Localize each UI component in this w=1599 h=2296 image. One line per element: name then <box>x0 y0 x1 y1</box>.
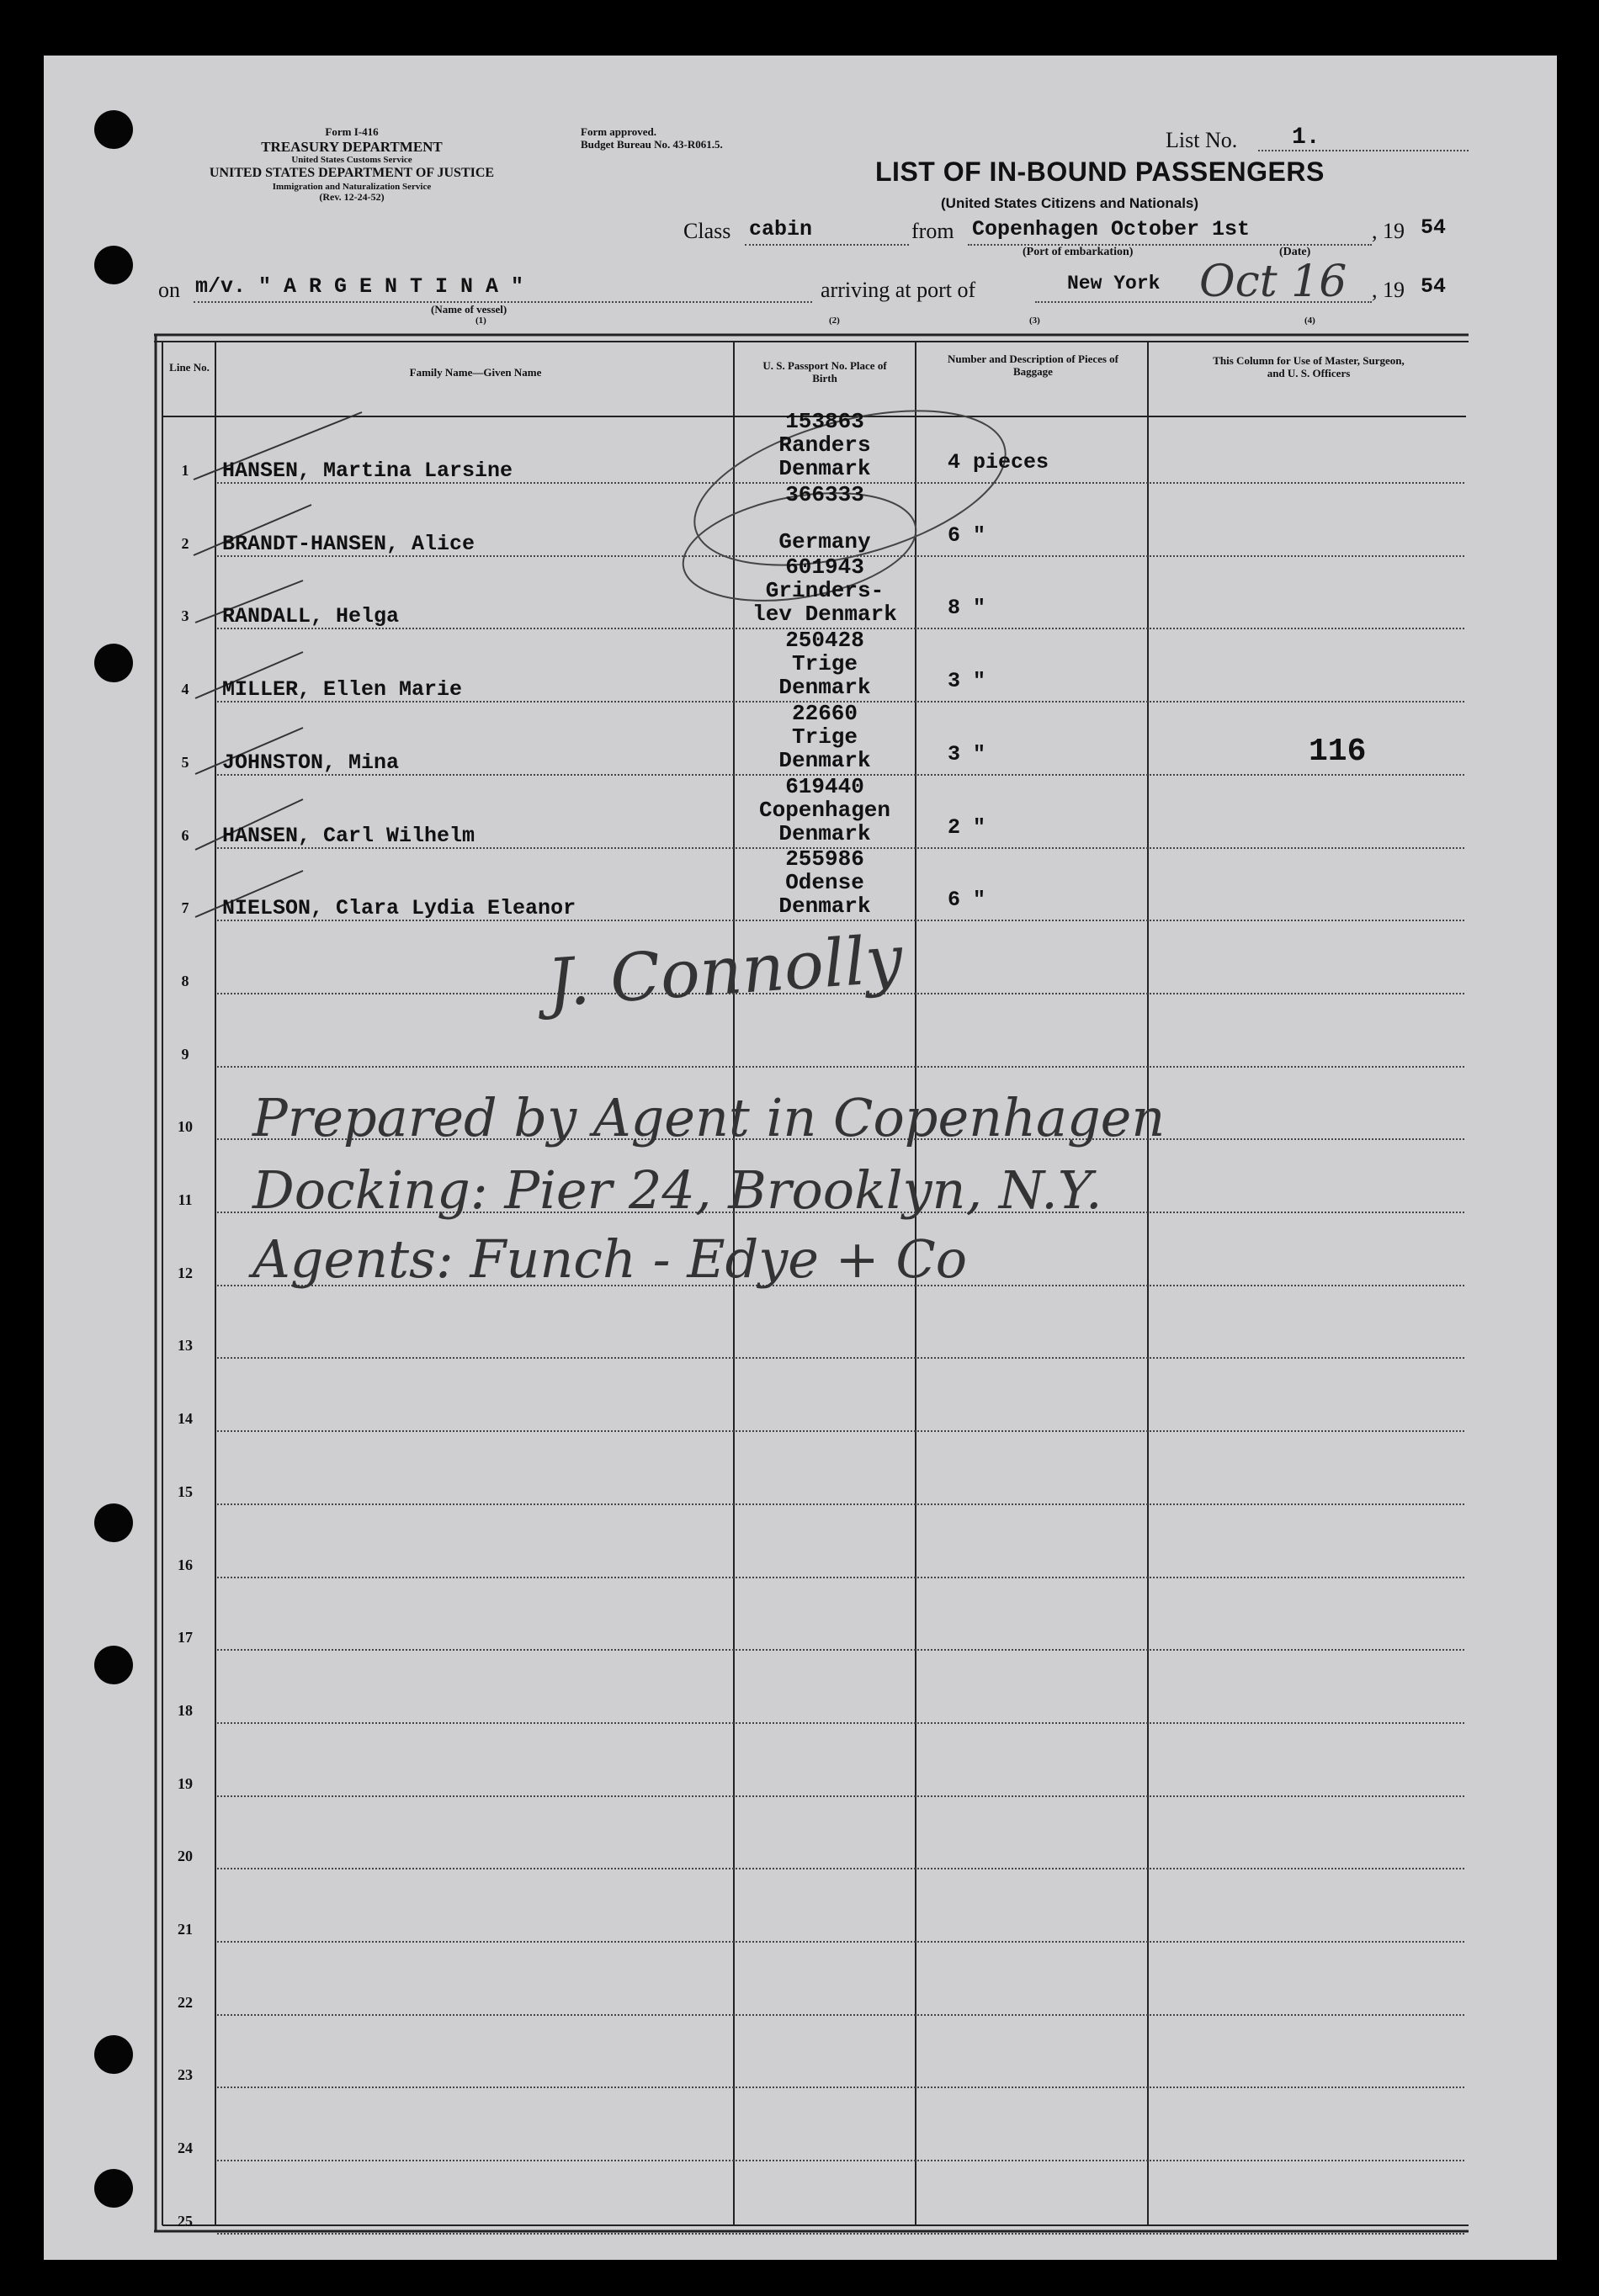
passenger-name: NIELSON, Clara Lydia Eleanor <box>222 896 576 921</box>
birthplace-line: Denmark <box>778 747 871 773</box>
class-value: cabin <box>749 217 813 241</box>
birthplace-line: Copenhagen <box>758 797 891 823</box>
line-number: 6 <box>181 826 189 844</box>
passenger-name: JOHNSTON, Mina <box>222 750 400 775</box>
line-number: 11 <box>178 1191 193 1208</box>
row-rule <box>217 1795 1464 1797</box>
line-number: 20 <box>178 1848 193 1865</box>
passenger-name: HANSEN, Martina Larsine <box>222 459 513 483</box>
year-value: 54 <box>1421 215 1447 240</box>
baggage-count: 2 " <box>948 814 986 840</box>
birthplace-line: Randers <box>778 432 871 458</box>
passport-number: 22660 <box>791 700 858 726</box>
vessel-caption: (Name of vessel) <box>431 303 507 316</box>
handwritten-note-3: Agents: Funch - Edye + Co <box>252 1228 968 1290</box>
year-prefix-2: , 19 <box>1372 278 1405 302</box>
birthplace-line: Denmark <box>778 456 871 481</box>
line-number: 3 <box>181 607 189 625</box>
form-number: Form I-416 <box>325 125 379 138</box>
birthplace-line: Odense <box>785 870 864 896</box>
birthplace-line: Trige <box>791 724 858 750</box>
from-label: from <box>911 219 954 243</box>
list-no-label: List No. <box>1166 128 1238 152</box>
vessel-name: m/v. " A R G E N T I N A " <box>195 274 524 299</box>
page-subtitle: (United States Citizens and Nationals) <box>941 195 1199 211</box>
row-rule <box>217 2160 1464 2161</box>
arrival-date-handwritten: Oct 16 <box>1199 257 1347 307</box>
page-title: LIST OF IN-BOUND PASSENGERS <box>875 156 1325 187</box>
baggage-count: 6 " <box>948 888 986 913</box>
line-number: 7 <box>181 899 189 917</box>
passport-number: 601943 <box>785 554 864 581</box>
date-caption: (Date) <box>1279 246 1311 258</box>
treasury-dept: TREASURY DEPARTMENT <box>261 138 443 155</box>
row-rule <box>217 1868 1464 1869</box>
embarkation-value: Copenhagen October 1st <box>972 217 1251 241</box>
row-rule <box>217 1941 1464 1943</box>
baggage-count: 3 " <box>948 669 986 694</box>
arriving-label: arriving at port of <box>821 278 976 302</box>
passport-and-birthplace <box>741 847 909 918</box>
row-rule <box>217 1722 1464 1724</box>
caption-2: (2) <box>829 316 840 326</box>
baggage-count: 6 " <box>948 522 986 548</box>
col-officers: This Column for Use of Master, Surgeon, and U. S. Officers <box>1213 354 1405 379</box>
line-number: 12 <box>178 1264 193 1281</box>
class-label: Class <box>683 219 731 243</box>
passenger-name: MILLER, Ellen Marie <box>222 677 463 703</box>
passenger-name: HANSEN, Carl Wilhelm <box>222 823 475 848</box>
passport-number: 153863 <box>785 409 864 434</box>
birthplace-line: lev Denmark <box>752 602 897 628</box>
passport-number: 619440 <box>785 773 864 799</box>
birthplace-line: Trige <box>791 651 858 677</box>
passport-number: 250428 <box>785 628 864 654</box>
col-baggage: Number and Description of Pieces of Baggage <box>947 353 1119 378</box>
line-number: 9 <box>181 1045 189 1063</box>
row-rule <box>217 1577 1464 1578</box>
line-number: 23 <box>178 2066 193 2084</box>
passport-and-birthplace <box>741 483 909 554</box>
line-number: 13 <box>178 1337 193 1355</box>
passport-and-birthplace <box>741 775 909 846</box>
revision: (Rev. 12-24-52) <box>319 191 385 204</box>
birthplace-line: Denmark <box>778 893 871 920</box>
row-rule <box>217 2087 1464 2088</box>
line-number: 1 <box>181 462 189 479</box>
passport-and-birthplace <box>741 702 909 772</box>
line-number: 25 <box>178 2212 193 2230</box>
handwritten-note-1: Prepared by Agent in Copenhagen <box>252 1087 1166 1148</box>
line-number: 22 <box>178 1993 193 2011</box>
baggage-count: 8 " <box>948 596 986 621</box>
caption-3: (3) <box>1029 316 1040 326</box>
passport-and-birthplace <box>741 628 909 699</box>
year-value-2: 54 <box>1421 274 1447 299</box>
line-number: 14 <box>178 1410 193 1428</box>
port-caption: (Port of embarkation) <box>1023 246 1134 258</box>
line-number: 24 <box>178 2140 193 2157</box>
list-no-value: 1. <box>1292 125 1320 151</box>
approval-line: Form approved. <box>581 125 657 138</box>
on-label: on <box>158 278 180 302</box>
birthplace-line <box>741 506 909 530</box>
line-number: 19 <box>178 1774 193 1792</box>
handwritten-note-2: Docking: Pier 24, Brooklyn, N.Y. <box>252 1159 1102 1221</box>
passport-and-birthplace <box>741 555 909 626</box>
line-number: 21 <box>178 1921 193 1938</box>
line-number: 8 <box>181 972 189 989</box>
ins-service: Immigration and Naturalization Service <box>272 181 432 192</box>
col-passport: U. S. Passport No. Place of Birth <box>762 359 887 384</box>
col-name: Family Name—Given Name <box>409 366 542 379</box>
line-number: 16 <box>178 1556 193 1573</box>
passenger-name: RANDALL, Helga <box>222 604 400 629</box>
row-rule <box>217 1357 1464 1359</box>
line-number: 15 <box>178 1482 193 1500</box>
caption-4: (4) <box>1304 316 1315 326</box>
line-number: 18 <box>178 1701 193 1719</box>
justice-dept: UNITED STATES DEPARTMENT OF JUSTICE <box>209 166 495 181</box>
line-number: 17 <box>178 1629 193 1646</box>
line-number: 4 <box>181 681 189 698</box>
row-rule <box>217 1066 1464 1068</box>
baggage-count: 4 pieces <box>948 450 1049 475</box>
line-number: 10 <box>178 1118 193 1136</box>
arrival-port: New York <box>1067 273 1161 294</box>
passport-number: 366333 <box>785 481 864 507</box>
passport-number: 255986 <box>785 846 864 872</box>
row-rule <box>217 1649 1464 1651</box>
birthplace-line: Denmark <box>778 675 871 701</box>
birthplace-line: Grinders- <box>765 578 884 604</box>
row-rule <box>217 1503 1464 1505</box>
baggage-count: 3 " <box>948 741 986 766</box>
row-rule <box>217 1430 1464 1432</box>
birthplace-line: Germany <box>778 528 871 554</box>
row-rule <box>217 2233 1464 2235</box>
col-line-no: Line No. <box>169 361 210 374</box>
passport-and-birthplace <box>741 410 909 480</box>
caption-1: (1) <box>475 316 486 326</box>
passenger-name: BRANDT-HANSEN, Alice <box>222 531 475 556</box>
customs-service: United States Customs Service <box>291 155 412 166</box>
signature: J. Connolly <box>545 921 906 1022</box>
row-rule <box>217 2014 1464 2016</box>
budget-line: Budget Bureau No. 43-R061.5. <box>581 137 723 151</box>
line-number: 5 <box>181 753 189 771</box>
line-number: 2 <box>181 534 189 552</box>
year-prefix: , 19 <box>1372 219 1405 243</box>
birthplace-line: Denmark <box>778 820 871 846</box>
officer-note: 116 <box>1309 734 1367 770</box>
